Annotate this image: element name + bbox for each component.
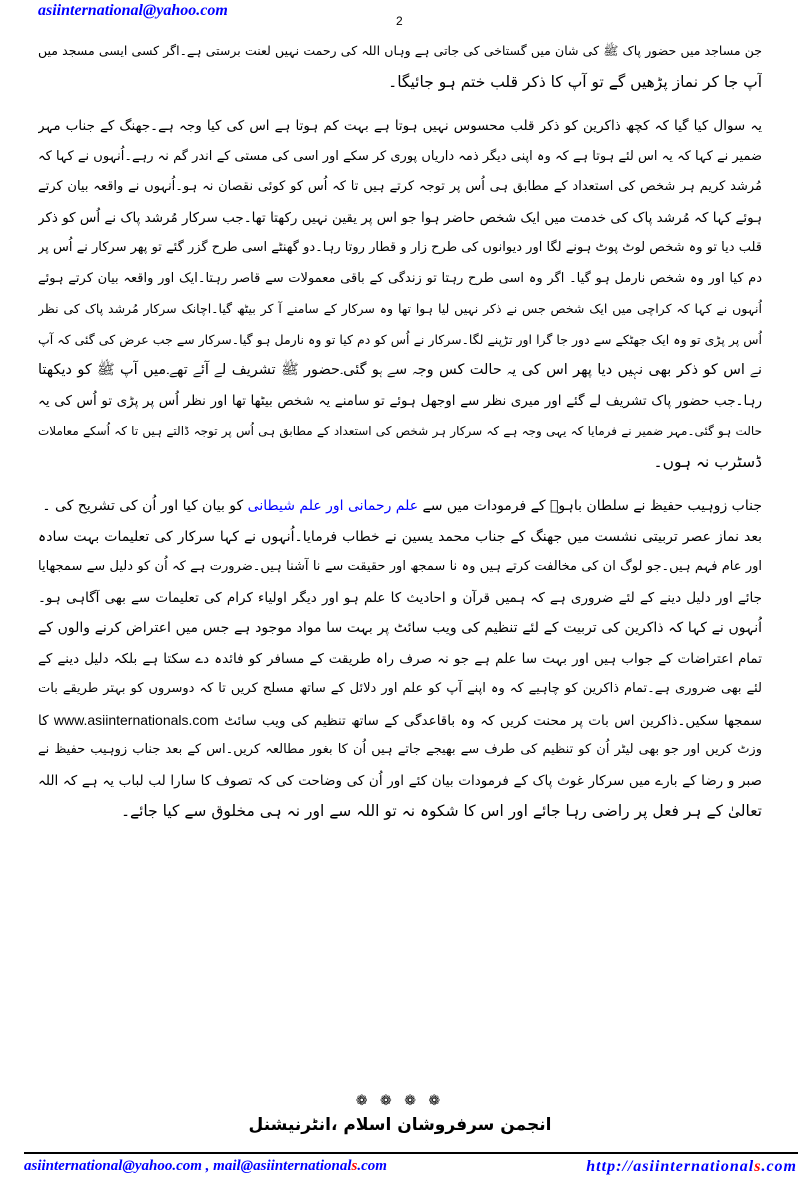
- page-number: 2: [396, 14, 403, 28]
- paragraph-1: [38, 36, 762, 97]
- text-line: [38, 491, 762, 522]
- footer-email-accent: s: [351, 1158, 358, 1174]
- footer-url-text: .com: [761, 1158, 797, 1175]
- text-line: قلب دیا تو وہ شخص لوٹ پوٹ ہونے لگا اور دیوانوں کی طرح زار و قطار روتا رہا۔دو گھنٹے اسی طرح گزر گئے تو پھر سرکار نے اُس پر: [38, 240, 762, 255]
- paragraph-2: [38, 111, 762, 477]
- footer-emails[interactable]: [24, 1158, 387, 1175]
- text-line: رہا۔جب حضور پاک تشریف لے گئے اور میری نظر سے اوجھل ہوئے تو سامنے یہ شخص بیٹھا تھا اور نظر اُس پر پڑی تو اُس کی یہ: [38, 392, 762, 409]
- text-line: مُرشد کریم ہر شخص کی استعداد کے مطابق ہی اُس پر توجہ کرتے ہیں تا کہ اُس کو کوئی نقصان نہ ہو۔اُنہوں نے واقعہ بیان کرتے: [38, 179, 762, 194]
- footer-divider: [24, 1152, 798, 1154]
- text-line: وزٹ کریں اور جو بھی لیٹر اُن کو تنظیم کی طرف سے بھیجے جاتے ہیں اُن کا بغور مطالعہ کریں۔اس کے بعد جناب زوہیب حفیظ نے: [38, 742, 762, 757]
- text-line: تعالیٰ کے ہر فعل پر راضی رہا جائے اور اس کا شکوہ نہ تو اللہ سے اور نہ ہی مخلوق سے کیا جائے۔: [120, 802, 762, 820]
- ornament-separator: ❁ ❁ ❁ ❁: [355, 1093, 445, 1109]
- text-line: نے اس کو ذکر بھی نہیں دیا پھر اس کی یہ حالت کس وجہ سے ہو گئی۔حضور ﷺ تشریف لے آئے تھے۔میں آپ ﷺ کو دیکھتا: [38, 362, 762, 378]
- text-segment: جناب زوہیب حفیظ نے سلطان باہوؒ کے فرمودات میں سے: [418, 498, 762, 514]
- document-body: [38, 36, 762, 827]
- text-line: اُنہوں نے کہا کہ کراچی میں ایک شخص جس نے ذکر نہیں لیا ہوا تھا وہ سرکار کے سامنے آ کر بیٹھ گیا۔اچانک سرکار مُرشد پاک کی نظر: [38, 301, 762, 316]
- footer-email-text: asiinternational@yahoo.com , mail@asiinternational: [24, 1158, 352, 1174]
- text-line: اُنہوں نے کہا کہ ذاکرین کی تربیت کے لئے تنظیم کی ویب سائٹ پر بہت سا مواد موجود ہے جس میں اعتراض کرنے والوں کے: [38, 620, 762, 636]
- text-line: ڈسٹرب نہ ہوں۔: [653, 452, 762, 471]
- paragraph-3: [38, 491, 762, 522]
- text-line: ضمیر نے کہا کہ یہ اس لئے ہوتا ہے کہ وہ اپنی دیگر ذمہ داریاں پوری کر سکے اور اسی کی مستی کے اندر گم نہ رہے۔اُنہوں نے کہا کہ: [38, 148, 762, 164]
- text-line: اور عام فہم ہیں۔جو لوگ ان کی مخالفت کرتے ہیں وہ نا سمجھ اور حقیقت سے نا آشنا ہیں۔ضرورت ہے کہ اُن کو دلیل سے سمجھایا: [38, 559, 762, 574]
- text-line: آپ جا کر نماز پڑھیں گے تو آپ کا ذکر قلب ختم ہو جائیگا۔: [388, 72, 762, 91]
- footer-url-text: http://asiinternational: [586, 1158, 755, 1175]
- footer-website-link[interactable]: [586, 1158, 797, 1176]
- text-line: دم کیا اور وہ شخص نارمل ہو گیا۔ اگر وہ اسی طرح رہتا تو زندگی کے باقی معمولات سے قاصر رہتا۔ایک اور واقعہ بیان کرتے ہوئے: [38, 270, 762, 286]
- text-line: اُس پر پڑی تو وہ ایک جھٹکے سے دور جا گرا اور تڑپنے لگا۔سرکار نے اُس کو دم کیا تو وہ نارمل ہو گیا۔سرکار سے جب عرض کی گئی کہ آپ: [38, 331, 762, 347]
- text-line: جن مساجد میں حضور پاک ﷺ کی شان میں گستاخی کی جاتی ہے وہاں اللہ کی رحمت نہیں لعنت برستی ہے۔اگر کسی ایسی مسجد میں: [38, 43, 762, 58]
- text-line: لئے بھی ضروری ہے۔تمام ذاکرین کو چاہیے کہ وہ اپنے آپ کو علم اور دلائل کے ساتھ مسلح کریں تا کہ دوسروں کو بہتر طریقے بات: [38, 681, 762, 696]
- website-url[interactable]: www.asiinternationals.com: [53, 711, 219, 728]
- text-line: تمام اعتراضات کے جواب ہیں اور بہت سا علم ہے جو نہ صرف راہ طریقت کے مسافر کو فائدہ دے سکتا ہے بلکہ دلیل دینے کے: [38, 650, 762, 667]
- text-line: جائے اور دلیل دینے کے لئے ضروری ہے کہ ہمیں قرآن و احادیث کا علم ہو اور دیگر اولیاء کرام کی تعلیمات سے بھی آگاہی ہو۔: [38, 589, 762, 606]
- footer-email-text: .com: [357, 1158, 387, 1174]
- text-segment: کا: [38, 712, 54, 729]
- header-email[interactable]: asiinternational@yahoo.com: [38, 2, 228, 19]
- text-line: [38, 705, 762, 736]
- highlighted-term: علم رحمانی اور علم شیطانی: [247, 498, 419, 514]
- text-line: ہوئے کہا کہ مُرشد پاک کی خدمت میں ایک شخص حاضر ہوا جو اس پر یقین نہیں رکھتا تھا۔جب سرکار مُرشد پاک نے اُس کو ذکر: [38, 209, 762, 226]
- text-line: بعد نماز عصر تربیتی نشست میں جھنگ کے جناب محمد یسین نے خطاب فرمایا۔اُنہوں نے کہا سرکار کی تعلیمات بہت سادہ: [38, 528, 762, 545]
- organization-name: انجمن سرفروشان اسلام ،انٹرنیشنل: [248, 1115, 552, 1135]
- text-line: حالت ہو گئی۔مہر ضمیر نے فرمایا کہ یہی وجہ ہے کہ سرکار ہر شخص کی استعداد کے مطابق ہی اُس پر توجہ ڈالتے ہیں تا کہ اُسکے معاملات: [38, 424, 762, 438]
- text-segment: کو بیان کیا اور اُن کی تشریح کی ۔: [42, 498, 248, 514]
- paragraph-4: [38, 522, 762, 827]
- text-segment: سمجھا سکیں۔ذاکرین اس بات پر محنت کریں کہ وہ باقاعدگی کے ساتھ تنظیم کی ویب سائٹ: [218, 712, 762, 729]
- text-line: یہ سوال کیا گیا کہ کچھ ذاکرین کو ذکر قلب محسوس نہیں ہوتا ہے بہت کم ہوتا ہے اس کی کیا وجہ ہے۔جھنگ کے جناب مہر: [38, 118, 762, 134]
- footer-url-accent: s: [754, 1158, 762, 1175]
- text-line: صبر و رضا کے بارے میں سرکار غوث پاک کے فرمودات بیان کئے اور اُن کی وضاحت کی کہ تصوف کا سارا لب لباب یہ ہے کہ اللہ: [38, 772, 762, 789]
